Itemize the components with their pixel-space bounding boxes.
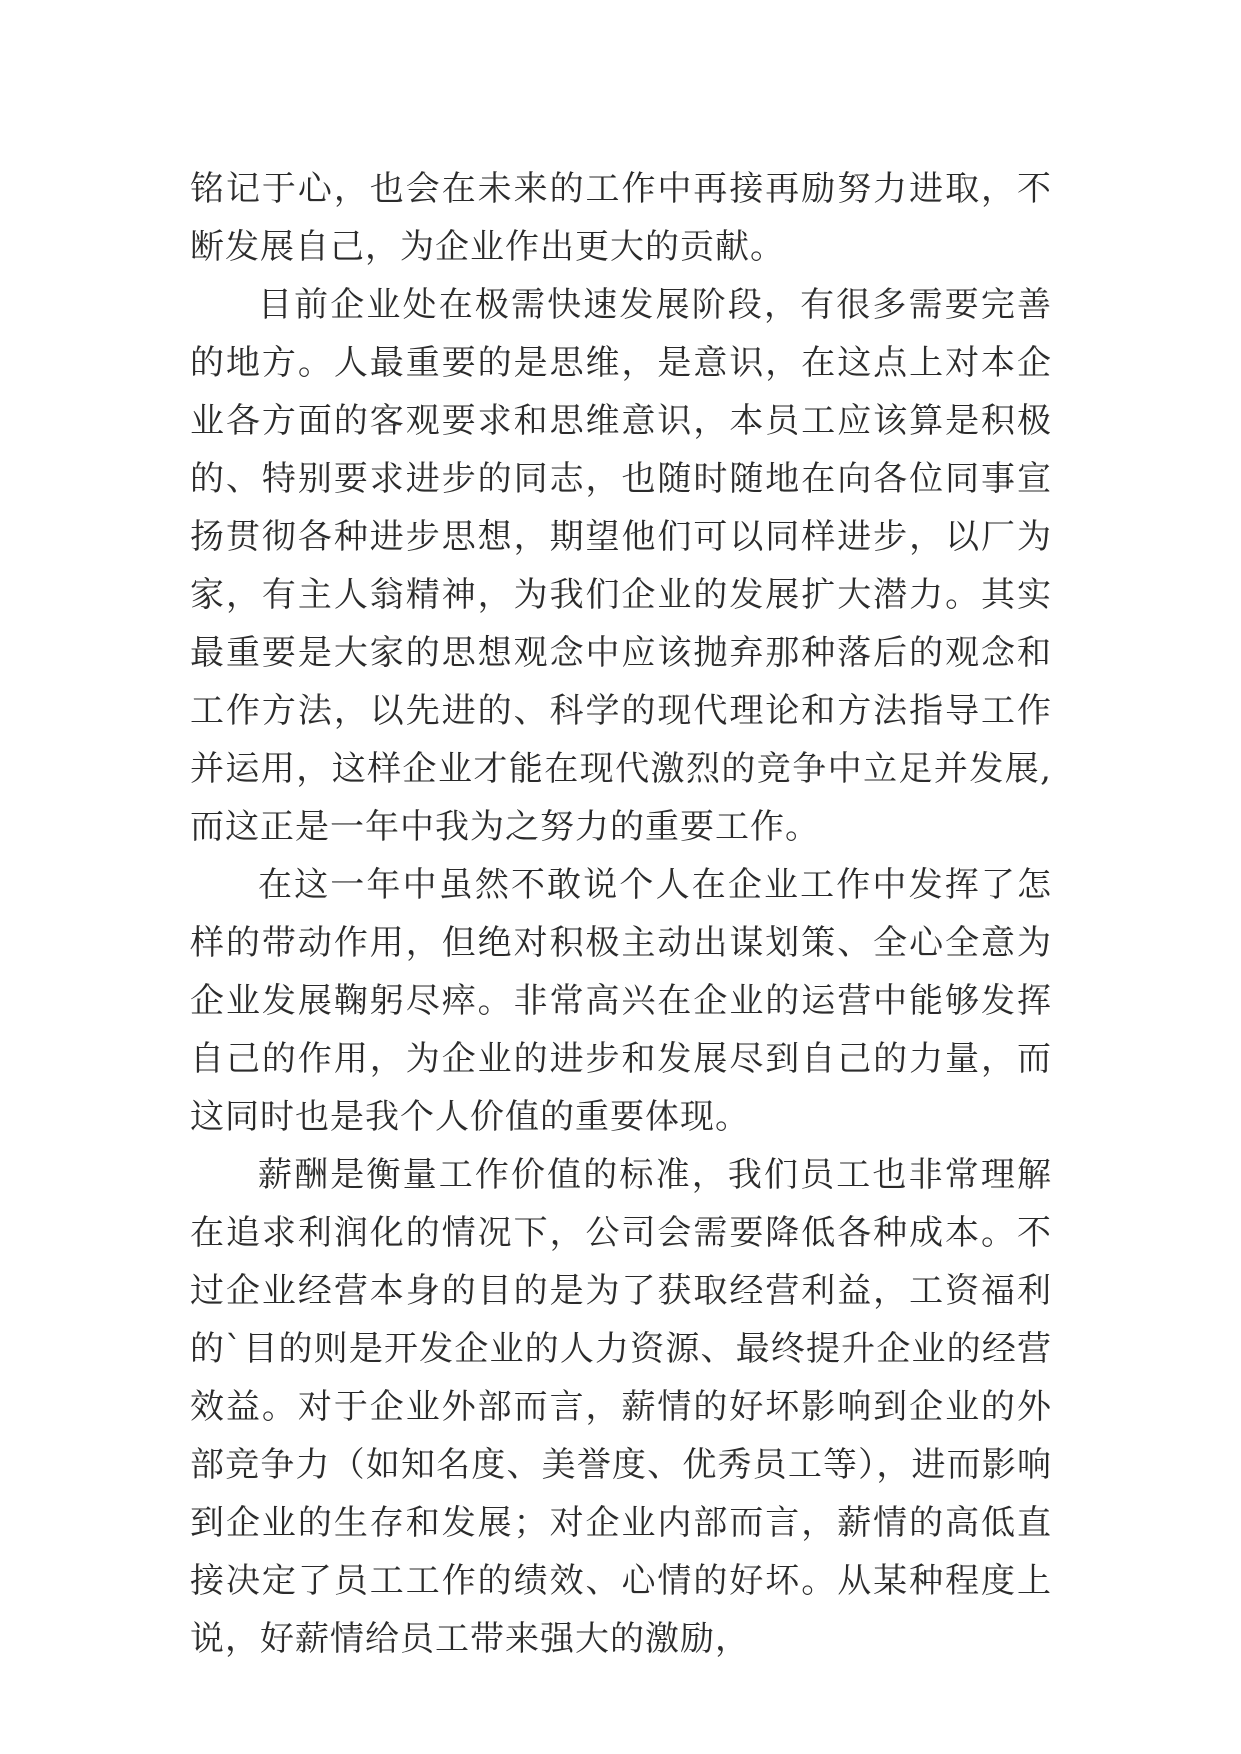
paragraph: 目前企业处在极需快速发展阶段，有很多需要完善的地方。人最重要的是思维，是意识，在这点上对本企业各方面的客观要求和思维意识，本员工应该算是积极的、特别要求进步的同志，也随时随地在向各位同事宣扬贯彻各种进步思想，期望他们可以同样进步，以厂为家，有主人翁精神，为我们企业的发展扩大潜力。其实最重要是大家的思想观念中应该抛弃那种落后的观念和工作方法，以先进的、科学的现代理论和方法指导工作并运用，这样企业才能在现代激烈的竞争中立足并发展,而这正是一年中我为之努力的重要工作。 [190,285,1052,847]
paragraph: 在这一年中虽然不敢说个人在企业工作中发挥了怎样的带动作用，但绝对积极主动出谋划策、全心全意为企业发展鞠躬尽瘁。非常高兴在企业的运营中能够发挥自己的作用，为企业的进步和发展尽到自己的力量，而这同时也是我个人价值的重要体现。 [190,865,1052,1137]
paragraph: 薪酬是衡量工作价值的标准，我们员工也非常理解在追求利润化的情况下，公司会需要降低各种成本。不过企业经营本身的目的是为了获取经营利益，工资福利的`目的则是开发企业的人力资源、最终提升企业的经营效益。对于企业外部而言，薪情的好坏影响到企业的外部竞争力（如知名度、美誉度、优秀员工等），进而影响到企业的生存和发展；对企业内部而言，薪情的高低直接决定了员工工作的绩效、心情的好坏。从某种程度上说，好薪情给员工带来强大的激励， [190,1155,1052,1659]
document-body [190,160,1052,1668]
paragraph-continued: 铭记于心，也会在未来的工作中再接再励努力进取，不断发展自己，为企业作出更大的贡献。 [190,169,1052,267]
